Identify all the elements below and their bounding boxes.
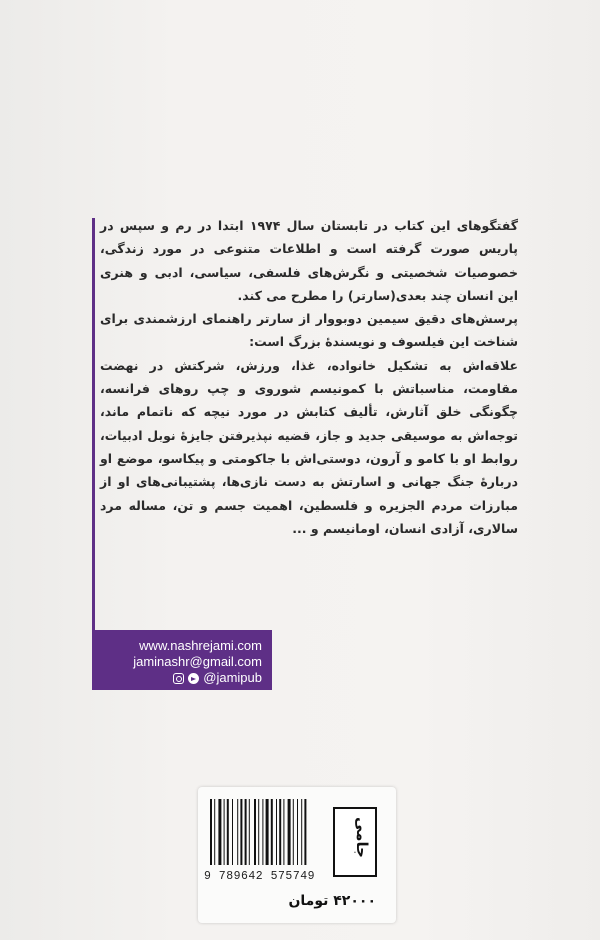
publisher-logo <box>333 807 377 877</box>
publisher-contact-box <box>92 630 272 690</box>
social-handle[interactable] <box>92 670 262 686</box>
website-link[interactable]: www.nashrejami.com <box>139 638 262 653</box>
blurb-paragraph-1: گفتگوهای این کتاب در تابستان سال ۱۹۷۴ ابتدا در رم و سپس در پاریس صورت گرفته است و اطلاعات متنوعی در مورد زندگی، خصوصیات شخصیتی و نگرش‌های فلسفی، سیاسی، ادبی و هنری این انسان چند بعدی(سارتر) را مطرح می کند. <box>100 218 518 303</box>
publisher-logo-text: جامی <box>353 817 371 858</box>
accent-rule <box>92 218 95 630</box>
price-label: ۴۲۰۰۰ تومان <box>288 893 376 909</box>
blurb-paragraph-2: پرسش‌های دقیق سیمین دوبووار از سارتر راهنمای ارزشمندی برای شناخت این فیلسوف و نویسندهٔ بزرگ است: <box>100 311 518 350</box>
email-link[interactable]: jaminashr@gmail.com <box>133 654 262 669</box>
blurb-paragraph-3: علاقه‌اش به تشکیل خانواده، غذا، ورزش، شرکتش در نهضت مقاومت، مناسباتش با کمونیسم شوروی و چپ روهای فرانسه، چگونگی خلق آثارش، تألیف کتابش در مورد نیچه که ناتمام ماند، توجه‌اش به موسیقی جدید و جاز، قضیه نپذیرفتن جایزهٔ نوبل ادبیات، روابط او با کامو و آرون، دوستی‌اش با جاکومتی و پیکاسو، موضع او دربارهٔ جنگ جهانی و اسارتش به دست نازی‌ها، پشتیبانی‌های او از مبارزات مردم الجزیره و فلسطین، اهمیت جسم و تن، مساله مرد سالاری، آزادی انسان، اومانیسم و ... <box>100 357 518 536</box>
instagram-icon <box>173 673 184 684</box>
price-sticker <box>198 787 396 923</box>
blurb-text <box>100 214 518 540</box>
barcode <box>206 799 326 869</box>
social-handle-text: @jamipub <box>203 670 262 685</box>
isbn-number: 9 789642 575749 <box>204 870 316 883</box>
telegram-icon <box>188 673 199 684</box>
